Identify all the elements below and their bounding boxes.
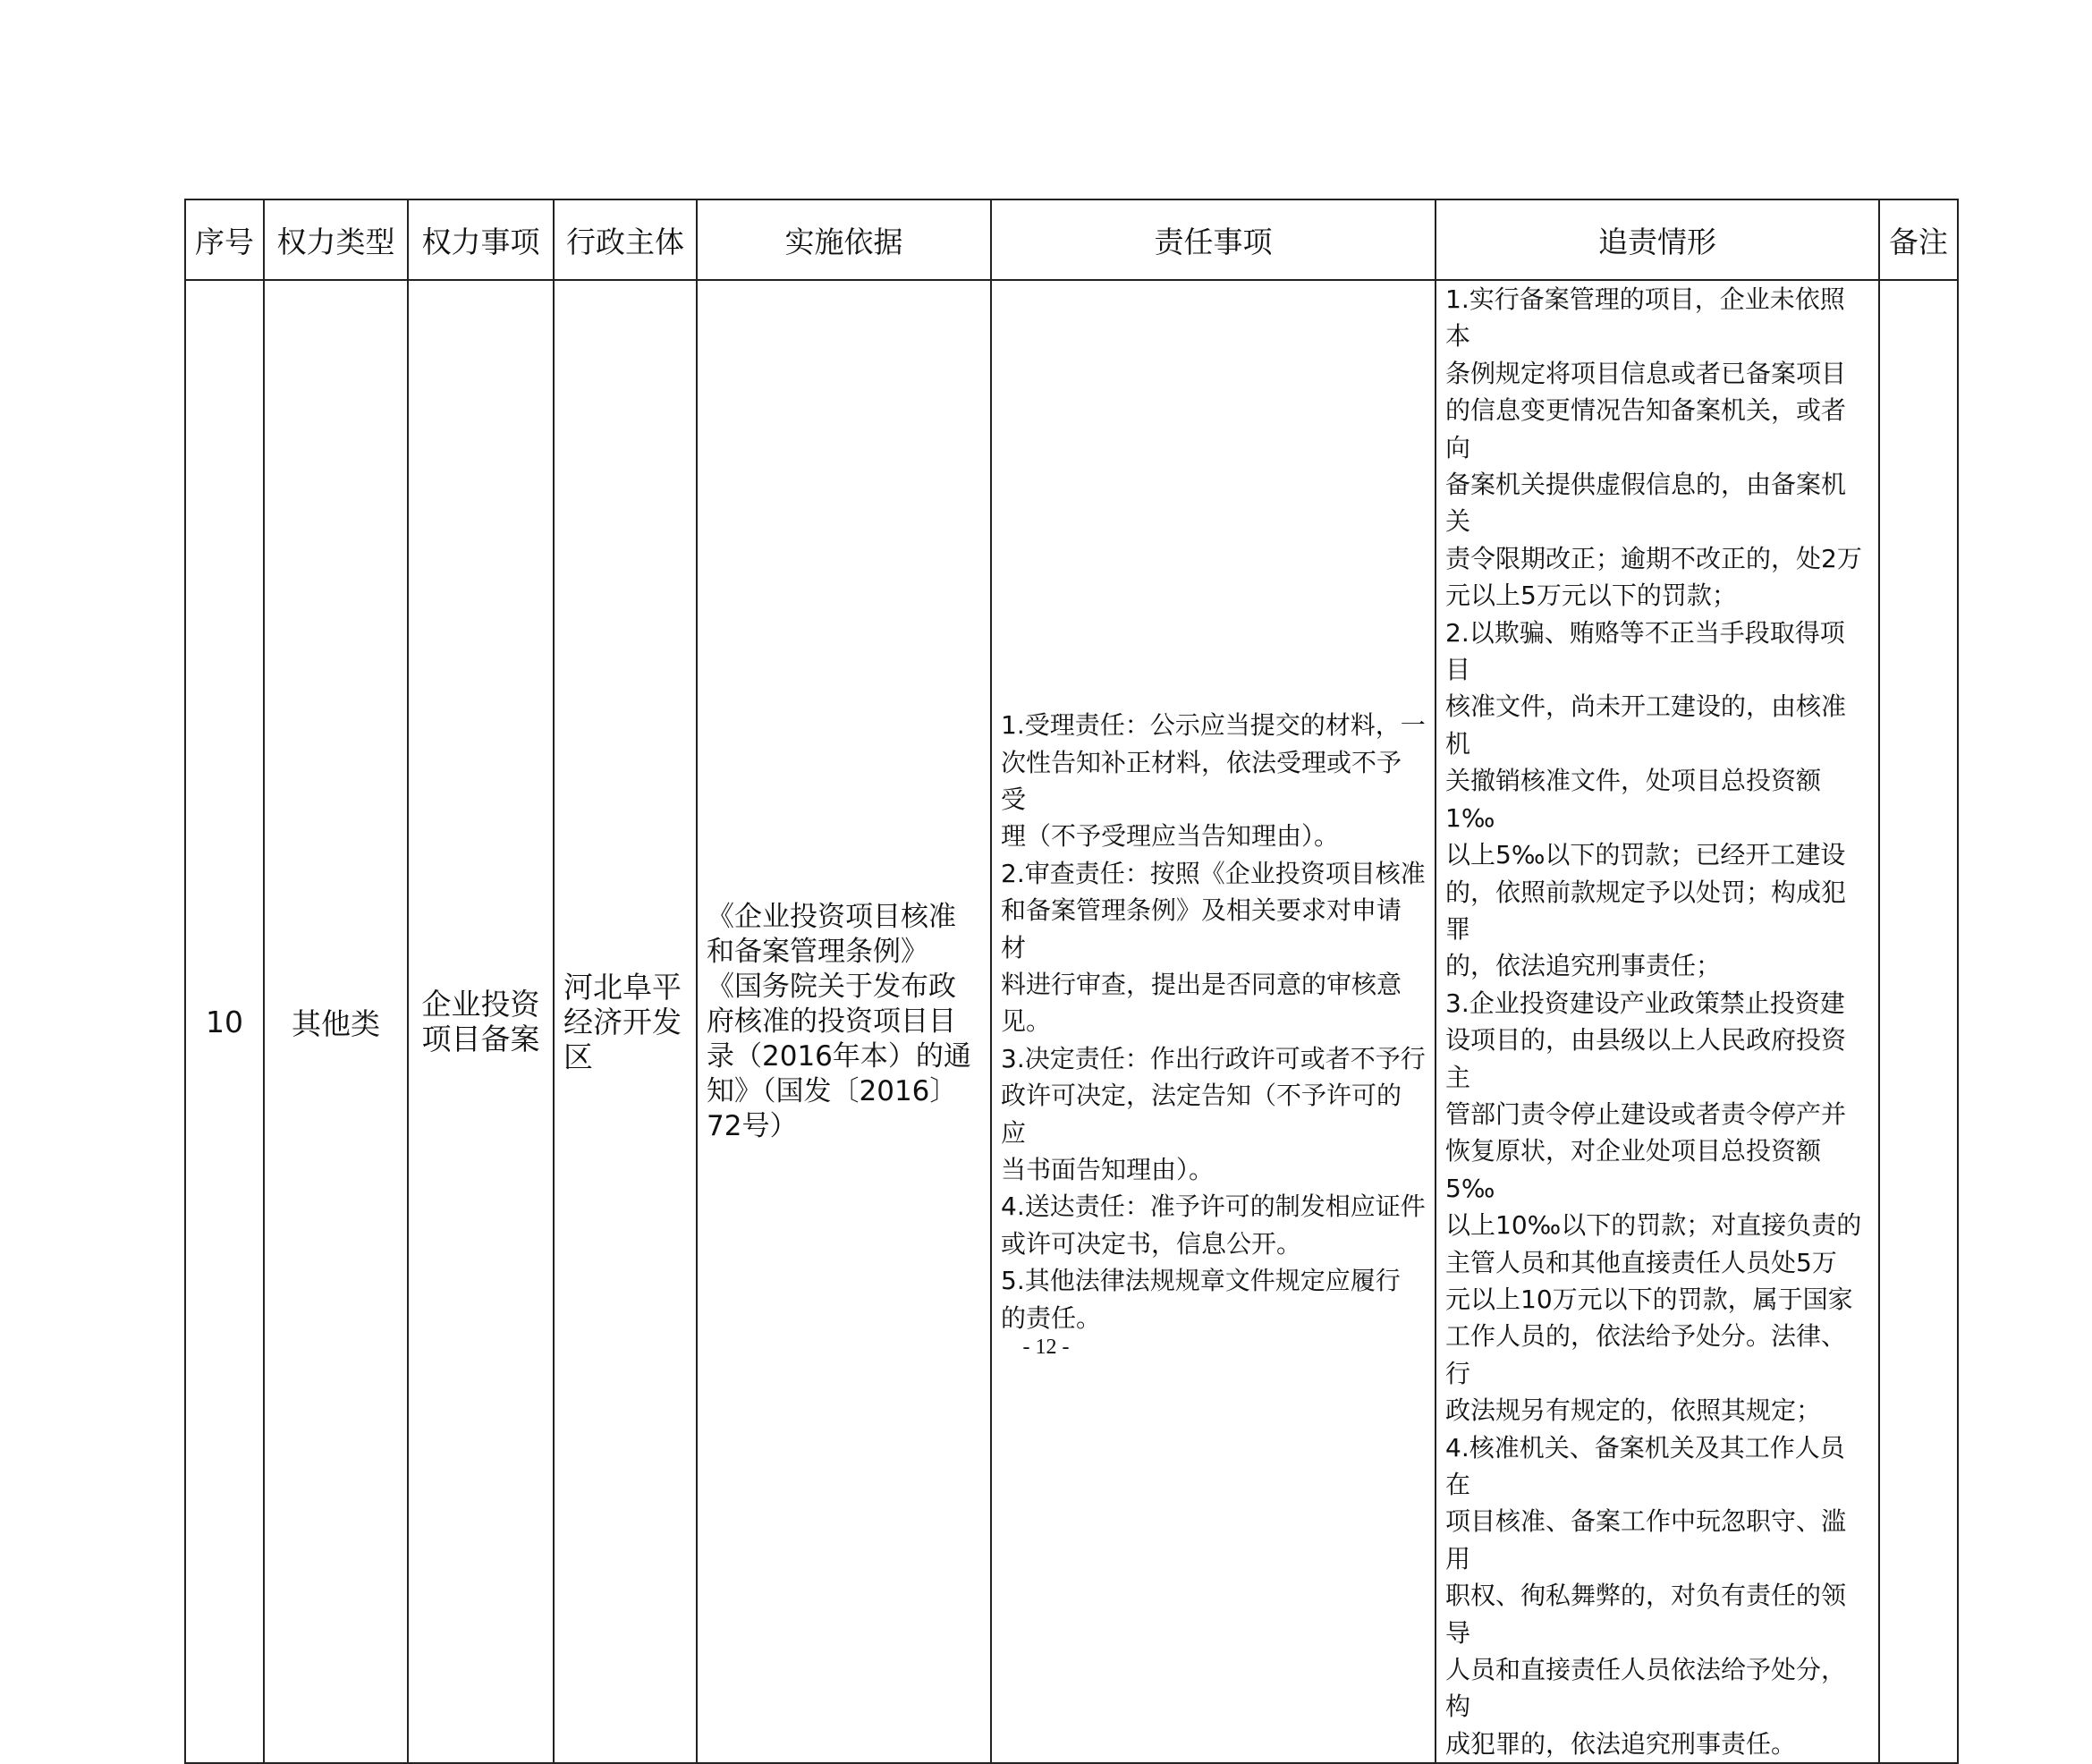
duty-line: 5.其他法律法规规章文件规定应履行	[1001, 1266, 1401, 1296]
cell-power-item	[408, 280, 554, 1763]
accountability-line: 主管人员和其他直接责任人员处5万	[1445, 1247, 1837, 1277]
accountability-line: 项目核准、备案工作中玩忽职守、滥用	[1445, 1506, 1847, 1573]
header-basis: 实施依据	[697, 199, 991, 280]
cell-basis	[697, 280, 991, 1763]
responsibility-table	[184, 199, 1959, 1764]
accountability-line: 恢复原状，对企业处项目总投资额5‰	[1445, 1136, 1822, 1203]
accountability-line: 的信息变更情况告知备案机关，或者向	[1445, 395, 1847, 462]
power-item-line: 项目备案	[421, 1022, 540, 1057]
accountability-line: 1.实行备案管理的项目，企业未依照本	[1445, 284, 1845, 352]
duty-line: 当书面告知理由）。	[1001, 1155, 1215, 1185]
basis-line: 知》（国发〔2016〕	[707, 1074, 958, 1107]
accountability-line: 管部门责令停止建设或者责令停产并	[1445, 1098, 1847, 1129]
duty-line: 料进行审查，提出是否同意的审核意	[1001, 970, 1402, 1000]
subject-line: 区	[563, 1039, 593, 1074]
table-header-row	[185, 199, 1958, 280]
header-power-item: 权力事项	[408, 199, 554, 280]
accountability-line: 职权、徇私舞弊的，对负有责任的领导	[1445, 1581, 1847, 1648]
duty-line: 1.受理责任：公示应当提交的材料，一	[1001, 710, 1426, 741]
header-power-type: 权力类型	[264, 199, 408, 280]
header-seq: 序号	[185, 199, 264, 280]
basis-line: 72号）	[707, 1109, 798, 1142]
accountability-line: 的，依照前款规定予以处罚；构成犯罪	[1445, 877, 1847, 944]
accountability-line: 政法规另有规定的，依照其规定；	[1445, 1395, 1822, 1426]
duty-line: 次性告知补正材料，依法受理或不予受	[1001, 747, 1402, 814]
duty-line: 2.审查责任：按照《企业投资项目核准	[1001, 858, 1426, 888]
cell-subject	[554, 280, 697, 1763]
basis-line: 和备案管理条例》	[707, 935, 928, 968]
cell-seq: 10	[185, 280, 264, 1763]
basis-line: 《企业投资项目核准	[707, 900, 956, 933]
cell-duties	[991, 280, 1436, 1763]
accountability-line: 设项目的，由县级以上人民政府投资主	[1445, 1025, 1847, 1092]
accountability-line: 条例规定将项目信息或者已备案项目	[1445, 358, 1847, 388]
basis-line: 府核准的投资项目目	[707, 1005, 956, 1038]
basis-line: 录（2016年本）的通	[707, 1039, 971, 1073]
accountability-line: 2.以欺骗、贿赂等不正当手段取得项目	[1445, 617, 1845, 685]
accountability-line: 元以上5万元以下的罚款；	[1445, 581, 1737, 611]
header-duties: 责任事项	[991, 199, 1436, 280]
duty-line: 见。	[1001, 1006, 1052, 1037]
duty-line: 4.送达责任：准予许可的制发相应证件	[1001, 1192, 1426, 1222]
cell-accountability	[1436, 280, 1879, 1763]
accountability-line: 4.核准机关、备案机关及其工作人员在	[1445, 1432, 1845, 1499]
duty-line: 政许可决定，法定告知（不予许可的应	[1001, 1081, 1402, 1148]
basis-line: 《国务院关于发布政	[707, 970, 956, 1003]
accountability-line: 人员和直接责任人员依法给予处分，构	[1445, 1655, 1847, 1722]
header-remark: 备注	[1879, 199, 1958, 280]
duty-line: 3.决定责任：作出行政许可或者不予行	[1001, 1043, 1426, 1073]
header-subject: 行政主体	[554, 199, 697, 280]
power-item-line: 企业投资	[421, 987, 540, 1022]
accountability-line: 关撤销核准文件，处项目总投资额1‰	[1445, 766, 1822, 833]
table-row	[185, 280, 1958, 1763]
accountability-line: 的，依法追究刑事责任；	[1445, 951, 1722, 981]
accountability-line: 成犯罪的，依法追究刑事责任。	[1445, 1728, 1797, 1759]
subject-line: 经济开发	[563, 1004, 682, 1039]
accountability-line: 以上10‰以下的罚款；对直接负责的	[1445, 1210, 1862, 1241]
header-accountability: 追责情形	[1436, 199, 1879, 280]
accountability-line: 以上5‰以下的罚款；已经开工建设	[1445, 840, 1846, 870]
accountability-line: 工作人员的，依法给予处分。法律、行	[1445, 1321, 1847, 1388]
accountability-line: 3.企业投资建设产业政策禁止投资建	[1445, 988, 1845, 1018]
subject-line: 河北阜平	[563, 969, 682, 1005]
duty-line: 或许可决定书，信息公开。	[1001, 1228, 1302, 1259]
accountability-line: 备案机关提供虚假信息的，由备案机关	[1445, 470, 1847, 537]
duty-line: 的责任。	[1001, 1302, 1102, 1333]
cell-power-type: 其他类	[264, 280, 408, 1763]
cell-remark	[1879, 280, 1958, 1763]
duty-line: 和备案管理条例》及相关要求对申请材	[1001, 895, 1402, 963]
accountability-line: 责令限期改正；逾期不改正的，处2万	[1445, 543, 1862, 573]
accountability-line: 元以上10万元以下的罚款，属于国家	[1445, 1284, 1853, 1314]
page-number: - 12 -	[1022, 1336, 1070, 1359]
accountability-line: 核准文件，尚未开工建设的，由核准机	[1445, 691, 1847, 759]
duty-line: 理（不予受理应当告知理由）。	[1001, 821, 1340, 852]
